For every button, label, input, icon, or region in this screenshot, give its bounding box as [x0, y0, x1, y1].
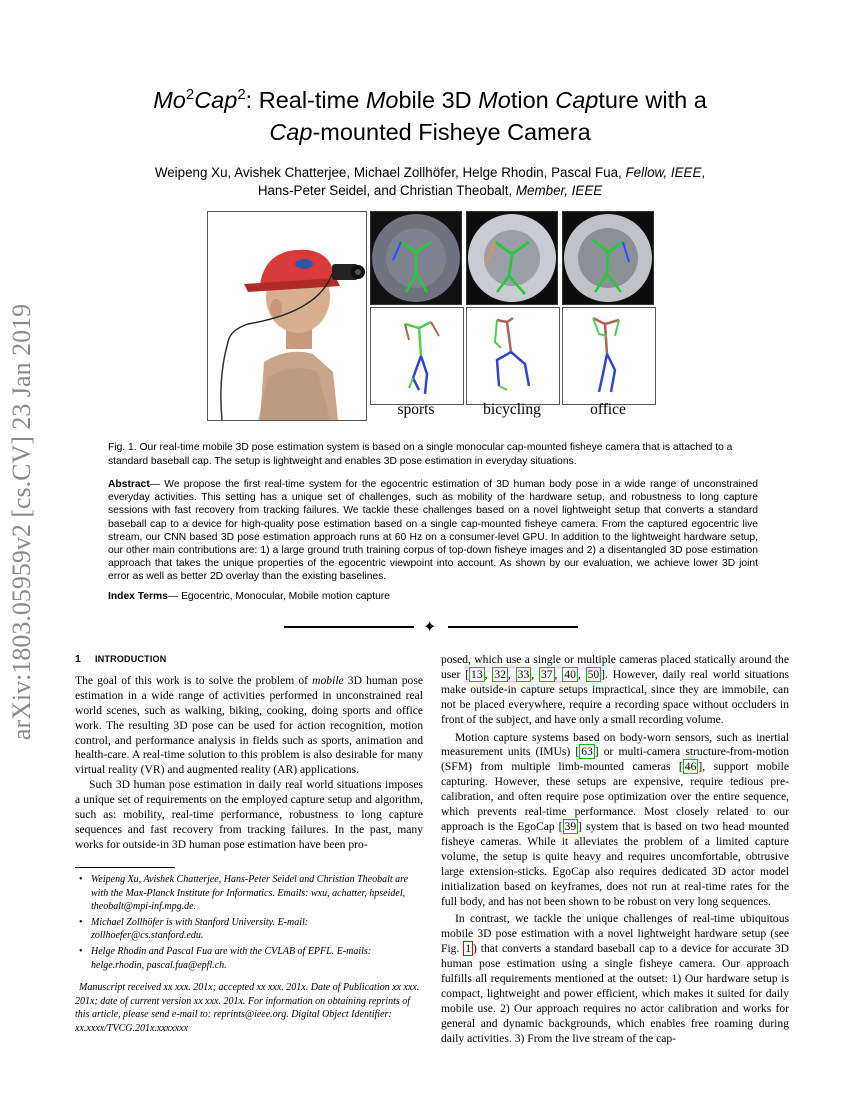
text-run: posed, which use a single or multiple cameras placed statically around the user	[441, 653, 789, 681]
text-run: ) that converts a standard baseball cap to a device for accurate 3D human pose estimation using a single fisheye camera. Our approach fulfills all requirements mentioned at the outset: 1) Our hardware setup is compact, lightweight and power efficient, which makes it suited for daily mobile use. 2) Our approach requires no actor calibration and works for general and dynamic backgrounds, which enables free roaming during daily activities. 3) From the live stream of the cap-	[441, 942, 789, 1045]
title-part: : Real-time	[245, 87, 366, 113]
text-run: . However, daily real world situations make outside-in capture setups impractical, since they are immobile, can not be placed everywhere, require a recording space without occluders in front of the subject, and have only a small recording volume.	[441, 667, 790, 726]
index-terms-text: — Egocentric, Monocular, Mobile motion capture	[167, 591, 390, 602]
skeleton-sports	[370, 307, 464, 405]
title-part: Mo	[365, 87, 399, 113]
fisheye-image-sports	[370, 211, 462, 305]
citation-link[interactable]: 50	[587, 667, 600, 681]
title-part: -mounted Fisheye Camera	[312, 119, 591, 145]
text-run: , support mobile capturing. However, these setups are expensive, require tedious pre-calibration, and often require pose optimization over the entire sequence, which prevents real-time performance. Most closely related to our approach is the EgoCap	[441, 760, 790, 833]
divider-diamond-icon: ✦	[423, 617, 437, 636]
text-run: Motion capture systems based on body-worn sensors, such as inertial measurement units (IMUs)	[441, 730, 789, 759]
text-run: In contrast, we tackle the unique challenges of real-time ubiquitous mobile 3D pose estimation with a novel lightweight hardware setup (see Fig.	[441, 912, 789, 956]
title-part: Cap	[555, 87, 599, 113]
footnote-item: • Helge Rhodin and Pascal Fua are with the CVLAB of EPFL. E-mails: helge.rhodin, pascal.fua@epfl.ch.	[75, 945, 423, 972]
section-heading	[75, 652, 423, 667]
citation-link[interactable]: 33	[517, 667, 530, 681]
title-part: Mo	[478, 87, 511, 113]
title-part: bile 3D	[398, 87, 479, 113]
paragraph: Motion capture systems based on body-worn sensors, such as inertial measurement units (IMUs) [ 63 ] or multi-camera structure-from-motion (SFM) from multiple limb-mounted cameras [ 46 ], support mobile capturing. However, these setups are expensive, require tedious pre-calibration, and often require pose optimization over the entire sequence, which prevents real-time performance. Most closely related to our approach is the EgoCap [ 39 ] system that is based on two head mounted fisheye cameras. While it alleviates the problem of a limited capture volume, the setup is quite heavy and requires uncomfortable, obtrusive large extension-sticks. EgoCap also requires dedicated 3D actor model initialization based on keyframes, does not run at real-time rates for the full body, and has not been shown to be robust on very long sequences.	[441, 730, 790, 908]
footnote-item: • Weipeng Xu, Avishek Chatterjee, Hans-Peter Seidel and Christian Theobalt are with the Max-Planck Institute for Informatics. Emails: wxu, achatter, hpseidel, theobalt@mpi-inf.mpg.de.	[75, 873, 423, 914]
abstract-label: Abstract	[108, 479, 150, 490]
citation-link[interactable]: 32	[494, 667, 506, 681]
authors-line2: Hans-Peter Seidel, and Christian Theobalt,	[257, 183, 516, 198]
authors-role: Member, IEEE	[515, 183, 603, 198]
skeleton-office	[562, 307, 656, 405]
section-title: INTRODUCTION	[95, 654, 167, 664]
arxiv-stamp: arXiv:1803.05959v2 [cs.CV] 23 Jan 2019	[7, 303, 36, 741]
citation-link[interactable]: 46	[684, 760, 697, 774]
figure-label: sports	[397, 401, 435, 418]
title-part: tion	[510, 87, 556, 113]
figure-label: office	[590, 401, 626, 418]
figure-caption: Fig. 1. Our real-time mobile 3D pose estimation system is based on a single monocular cap-mounted fisheye camera that is attached to a standard baseball cap. The setup is lightweight and enables 3D pose estimation in everyday situations.	[108, 442, 733, 467]
divider-line	[448, 626, 578, 628]
text-run: or multi-camera structure-from-motion (SFM) from multiple limb-mounted cameras	[441, 745, 789, 774]
title-part: Cap	[269, 119, 313, 145]
footnote-item: • Michael Zollhöfer is with Stanford University. E-mail: zollhoefer@cs.stanford.edu.	[75, 916, 423, 943]
abstract	[108, 478, 758, 584]
paragraph: posed, which use a single or multiple cameras placed statically around the user [ 13 , 32 , 33 , 37 , 40 , 50 ]. However, daily real world situations make outside-in capture setups impractical, since they are immobile, can not be placed everywhere, require a recording space without occluders in front of the subject, and have only a small recording volume.	[441, 653, 790, 726]
citation-link[interactable]: 39	[564, 819, 577, 833]
emphasis: mobile	[312, 673, 344, 687]
figure-label: bicycling	[483, 401, 541, 418]
abstract-text: — We propose the first real-time system for the egocentric estimation of 3D human body pose in a wide range of unconstrained everyday activities. This setting has a unique set of challenges, such as mobility of the hardware setup, and robustness to long capture sessions with fast recovery from tracking failures. We tackle these challenges based on a novel lightweight setup that converts a standard baseball cap to a device for high-quality pose estimation based on a single cap-mounted fisheye camera. From the captured egocentric live stream, our CNN based 3D pose estimation approach runs at 60 Hz on a consumer-level GPU. In addition to the lightweight hardware setup, our other main contributions are: 1) a large ground truth training corpus of top-down fisheye images and 2) a disentangled 3D pose estimation approach that takes the unique properties of the egocentric viewpoint into account. As shown by our evaluation, we achieve lower 3D joint error as well as better 2D overlay than the existing baselines.	[108, 479, 758, 583]
section-divider	[284, 617, 584, 636]
authors-role: Fellow, IEEE	[625, 165, 702, 180]
authors-line1: Weipeng Xu, Avishek Chatterjee, Michael Zollhöfer, Helge Rhodin, Pascal Fua,	[154, 165, 626, 180]
footnotes	[75, 873, 423, 1036]
authors-punct: ,	[701, 165, 706, 180]
manuscript-note: Manuscript received xx xxx. 201x; accepted xx xxx. 201x. Date of Publication xx xxx. 201x; date of current version xx xxx. 201x. For information on obtaining reprints of this article, please send e-mail to: reprints@ieee.org. Digital Object Identifier: xx.xxxx/TVCG.201x.xxxxxxx	[75, 982, 420, 1034]
citation-link[interactable]: 13	[471, 667, 483, 681]
citation-link[interactable]: 63	[581, 745, 593, 759]
text-run: system that is based on two head mounted fisheye cameras. While it alleviates the problem of a limited capture volume, the setup is quite heavy and requires uncomfortable, obtrusive large extension-sticks. EgoCap also requires dedicated 3D actor model initialization based on keyframes, does not run at real-time rates for the full body, and has not been shown to be robust on very long sequences.	[441, 819, 789, 908]
index-terms-label: Index Terms	[108, 591, 168, 602]
divider-line	[284, 626, 414, 628]
text-run: The goal of this work is to solve the problem of	[75, 673, 313, 687]
index-terms	[108, 590, 758, 604]
title-part: ture with a	[598, 87, 707, 113]
section-number: 1	[75, 653, 82, 665]
paragraph	[75, 674, 423, 778]
paper-title	[80, 84, 780, 148]
text-run: 3D human pose estimation in a wide range of activities performed in unconstrained real world scenes, such as walking, biking, cooking, doing sports and office work. The resulting 3D pose can be used for action recognition, motion control, and performance analysis in fields such as sports, animation and health-care. A real-time solution to this problem is also desirable for many virtual reality (VR) and augmented reality (AR) applications.	[75, 673, 423, 777]
footnote-rule	[75, 867, 175, 868]
title-sup: 2	[237, 86, 246, 104]
title-part: Mo	[153, 87, 186, 113]
right-column	[441, 653, 789, 1047]
left-column	[75, 652, 423, 853]
paragraph	[441, 912, 789, 1046]
cap-camera-photo	[207, 211, 367, 421]
citation-link[interactable]: 37	[540, 667, 553, 681]
figure-reference-link[interactable]: 1	[465, 942, 472, 956]
skeleton-bicycling	[466, 307, 560, 405]
citation-link[interactable]: 40	[564, 667, 576, 681]
paragraph: Such 3D human pose estimation in daily real world situations imposes a unique set of requirements on the employed capture setup and algorithm, such as: mobility, real-time performance, robustness to long capture sequences and fast recovery from tracking failures. In the past, many works for outside-in 3D human pose estimation have been pro-	[75, 778, 423, 851]
author-list	[80, 164, 780, 200]
fisheye-image-office	[562, 211, 654, 305]
fisheye-image-bicycling	[466, 211, 558, 305]
title-sup: 2	[185, 86, 195, 104]
title-part: Cap	[194, 87, 238, 113]
figure-1	[207, 211, 653, 426]
